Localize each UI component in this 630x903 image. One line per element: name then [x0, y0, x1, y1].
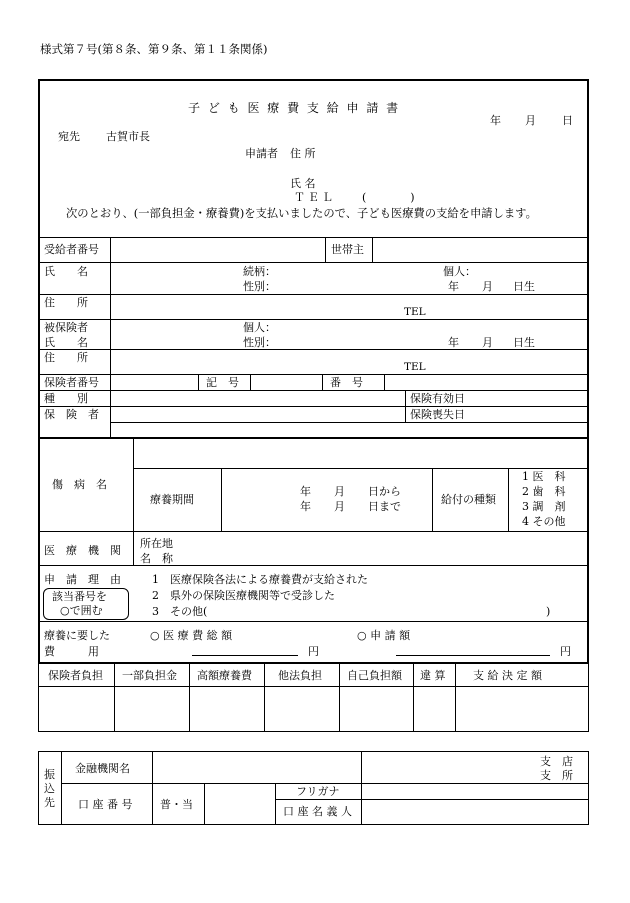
insured-dob-year: 年 — [448, 336, 459, 349]
branch-label: 支 店 — [540, 755, 573, 768]
recipient-address-label: 住 所 — [44, 296, 88, 309]
addressee: 古賀市長 — [106, 130, 150, 143]
form-number: 様式第７号(第８条、第９条、第１１条関係) — [40, 42, 268, 56]
total-cost-label: ○ 医 療 費 総 額 — [150, 629, 233, 642]
insured-dob-day: 日生 — [513, 336, 535, 349]
calc-header-insurer: 保険者負担 — [48, 669, 103, 682]
statement: 次のとおり、(一部負担金・療養費)を支払いましたので、子ども医療費の支給を申請します。 — [66, 207, 537, 220]
applicant-name-label: 氏 名 — [290, 177, 316, 190]
form-title: 子 ど も 医 療 費 支 給 申 請 書 — [188, 101, 401, 115]
period-label: 療養期間 — [150, 493, 194, 506]
calc-header-copay: 一部負担金 — [122, 669, 177, 682]
insured-address-label: 住 所 — [44, 351, 88, 364]
applicant-tel-label: ＴＥＬ — [294, 191, 336, 204]
reason-label: 申 請 理 由 — [44, 573, 121, 586]
insured-individual-label: 個人： — [243, 321, 276, 334]
calc-header-other-law: 他法負担 — [278, 669, 322, 682]
benefit-type-label: 給付の種類 — [441, 493, 496, 506]
type-label: 種 別 — [44, 392, 88, 405]
benefit-type-4: 4 その他 — [522, 515, 566, 528]
recipient-number-label: 受給者番号 — [44, 243, 99, 256]
calc-header-high-cost: 高額療養費 — [197, 669, 252, 682]
addressee-label: 宛先 — [58, 130, 80, 143]
to-year: 年 — [300, 500, 311, 513]
account-number-label: 口 座 番 号 — [78, 798, 133, 811]
number-label: 番 号 — [330, 376, 363, 389]
total-yen: 円 — [308, 645, 319, 658]
applicant-tel-paren: ( ) — [362, 191, 415, 204]
recipient-relation-label: 続柄： — [243, 265, 276, 278]
request-yen: 円 — [560, 645, 571, 658]
recipient-dob-day: 日生 — [513, 280, 535, 293]
furigana-label: フリガナ — [296, 785, 340, 798]
account-type[interactable]: 普・当 — [160, 798, 193, 811]
to-suffix: 日まで — [368, 500, 401, 513]
household-head-label: 世帯主 — [331, 243, 364, 256]
transfer-label-3: 先 — [44, 796, 55, 809]
benefit-type-2: 2 歯 科 — [522, 485, 566, 498]
reason-option-1: 1 医療保険各法による療養費が支給された — [152, 573, 368, 586]
cost-label-2: 費 用 — [44, 645, 99, 658]
valid-date-label: 保険有効日 — [410, 392, 465, 405]
from-year: 年 — [300, 485, 311, 498]
insured-dob-month: 月 — [482, 336, 493, 349]
recipient-name-label: 氏 名 — [44, 265, 88, 278]
calc-header-miscalc: 違 算 — [420, 669, 446, 682]
applicant-address-label: 住 所 — [290, 147, 316, 160]
insurer-label: 保 険 者 — [44, 408, 99, 421]
date-year: 年 — [490, 114, 501, 127]
insurer-number-label: 保険者番号 — [44, 376, 99, 389]
symbol-label: 記 号 — [206, 376, 239, 389]
recipient-dob-month: 月 — [482, 280, 493, 293]
transfer-label-1: 振 — [44, 768, 55, 781]
location-label: 所在地 — [140, 537, 173, 550]
reason-option-2: 2 県外の保険医療機関等で受診した — [152, 589, 335, 602]
reason-hint-1: 該当番号を — [52, 590, 107, 603]
from-suffix: 日から — [368, 485, 401, 498]
to-month: 月 — [334, 500, 345, 513]
insured-label-1: 被保険者 — [44, 321, 88, 334]
insured-tel-label: TEL — [404, 361, 426, 373]
reason-option-3: 3 その他( — [152, 605, 208, 618]
insured-gender-label: 性別： — [243, 336, 276, 349]
bank-label: 金融機関名 — [75, 762, 130, 775]
date-day: 日 — [562, 114, 573, 127]
sub-branch-label: 支 所 — [540, 769, 573, 782]
institution-name-label: 名 称 — [140, 552, 173, 565]
cost-label-1: 療養に要した — [44, 629, 110, 642]
recipient-individual-label: 個人： — [443, 265, 476, 278]
applicant-label: 申請者 — [245, 147, 278, 160]
account-holder-label: 口 座 名 義 人 — [283, 805, 352, 818]
disease-label: 傷 病 名 — [52, 478, 107, 491]
insured-label-2: 氏 名 — [44, 336, 88, 349]
benefit-type-1: 1 医 科 — [522, 470, 566, 483]
benefit-type-3: 3 調 剤 — [522, 500, 566, 513]
recipient-tel-label: TEL — [404, 306, 426, 318]
from-month: 月 — [334, 485, 345, 498]
reason-close-paren: ) — [546, 605, 551, 618]
transfer-label-2: 込 — [44, 782, 55, 795]
calc-header-decision: 支 給 決 定 額 — [473, 669, 542, 682]
date-month: 月 — [525, 114, 536, 127]
lost-date-label: 保険喪失日 — [410, 408, 465, 421]
institution-label: 医 療 機 関 — [44, 544, 121, 557]
recipient-dob-year: 年 — [448, 280, 459, 293]
recipient-gender-label: 性別： — [243, 280, 276, 293]
calc-header-self-pay: 自己負担額 — [347, 669, 402, 682]
reason-hint-2: ○で囲む — [60, 604, 103, 617]
request-amount-label: ○ 申 請 額 — [357, 629, 411, 642]
